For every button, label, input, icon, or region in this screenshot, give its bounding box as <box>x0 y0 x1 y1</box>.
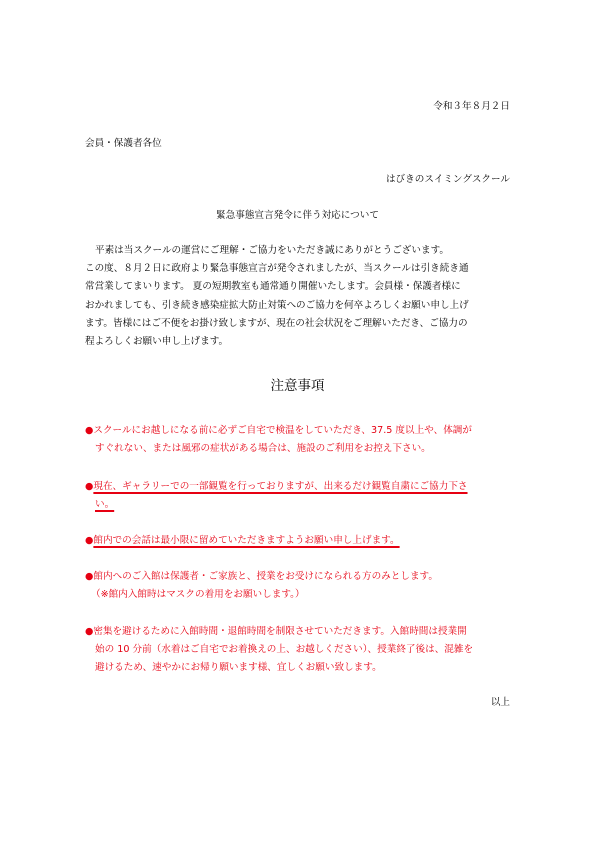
subject-title: 緊急事態宣言発令に伴う対応について <box>216 210 379 221</box>
body-line: おかれましても、引き続き感染症拡大防止対策へのご協力を何卒よろしくお願い申し上げ <box>85 300 469 311</box>
body-line: 程よろしくお願い申し上げます。 <box>85 336 229 347</box>
note-line: 避けるため、速やかにお帰り願います様、宜しくお願い致します。 <box>95 662 382 673</box>
note-line <box>85 425 472 437</box>
recipient: 会員・保護者各位 <box>85 138 162 149</box>
note-line <box>85 535 400 547</box>
bullet-icon: ● <box>85 481 94 492</box>
body-line: この度、８月２日に政府より緊急事態宣言が発令されましたが、当スクールは引き続き通 <box>85 263 469 274</box>
bullet-icon: ● <box>85 425 94 436</box>
note-line: い。 <box>95 499 115 510</box>
letter-date: 令和３年８月２日 <box>433 101 510 112</box>
note-line: （※館内入館時はマスクの着用をお願いします。） <box>91 589 305 600</box>
notes-heading: 注意事項 <box>270 378 325 394</box>
note-line: すぐれない、または風邪の症状がある場合は、施設のご利用をお控え下さい。 <box>95 443 431 454</box>
note-text: 館内での会話は最小限に留めていただきますようお願い申し上げます。 <box>93 535 400 546</box>
note-text: 館内へのご入館は保護者・ご家族と、授業をお受けになられる方のみとします。 <box>93 571 438 582</box>
note-text: 密集を避けるために入館時間・退館時間を制限させていただきます。入館時間は授業開 <box>93 626 467 637</box>
note-line: 始の 10 分前（水着はご自宅でお着換えの上、お越しください）、授業終了後は、混雑を <box>95 644 474 655</box>
note-line <box>85 626 467 638</box>
body-line: 平素は当スクールの運営にご理解・ご協力をいただき誠にありがとうございます。 <box>95 245 450 256</box>
body-line: ます。皆様にはご不便をお掛け致しますが、現在の社会状況をご理解いただき、ご協力の <box>85 318 468 329</box>
note-text: スクールにお越しになる前に必ずご自宅で検温をしていただき、37.5 度以上や、体調が <box>93 425 472 436</box>
bullet-icon: ● <box>85 535 94 546</box>
note-line <box>85 571 438 583</box>
note-line <box>85 481 468 493</box>
sender: はびきのスイミングスクール <box>385 174 510 185</box>
bullet-icon: ● <box>85 626 94 637</box>
closing-text: 以上 <box>490 697 510 708</box>
note-text: 現在、ギャラリーでの一部観覧を行っておりますが、出来るだけ観覧自粛にご協力下さ <box>93 481 468 492</box>
body-line: 常営業してまいります。 夏の短期教室も通常通り開催いたします。会員様・保護者様に <box>85 281 461 292</box>
bullet-icon: ● <box>85 571 94 582</box>
